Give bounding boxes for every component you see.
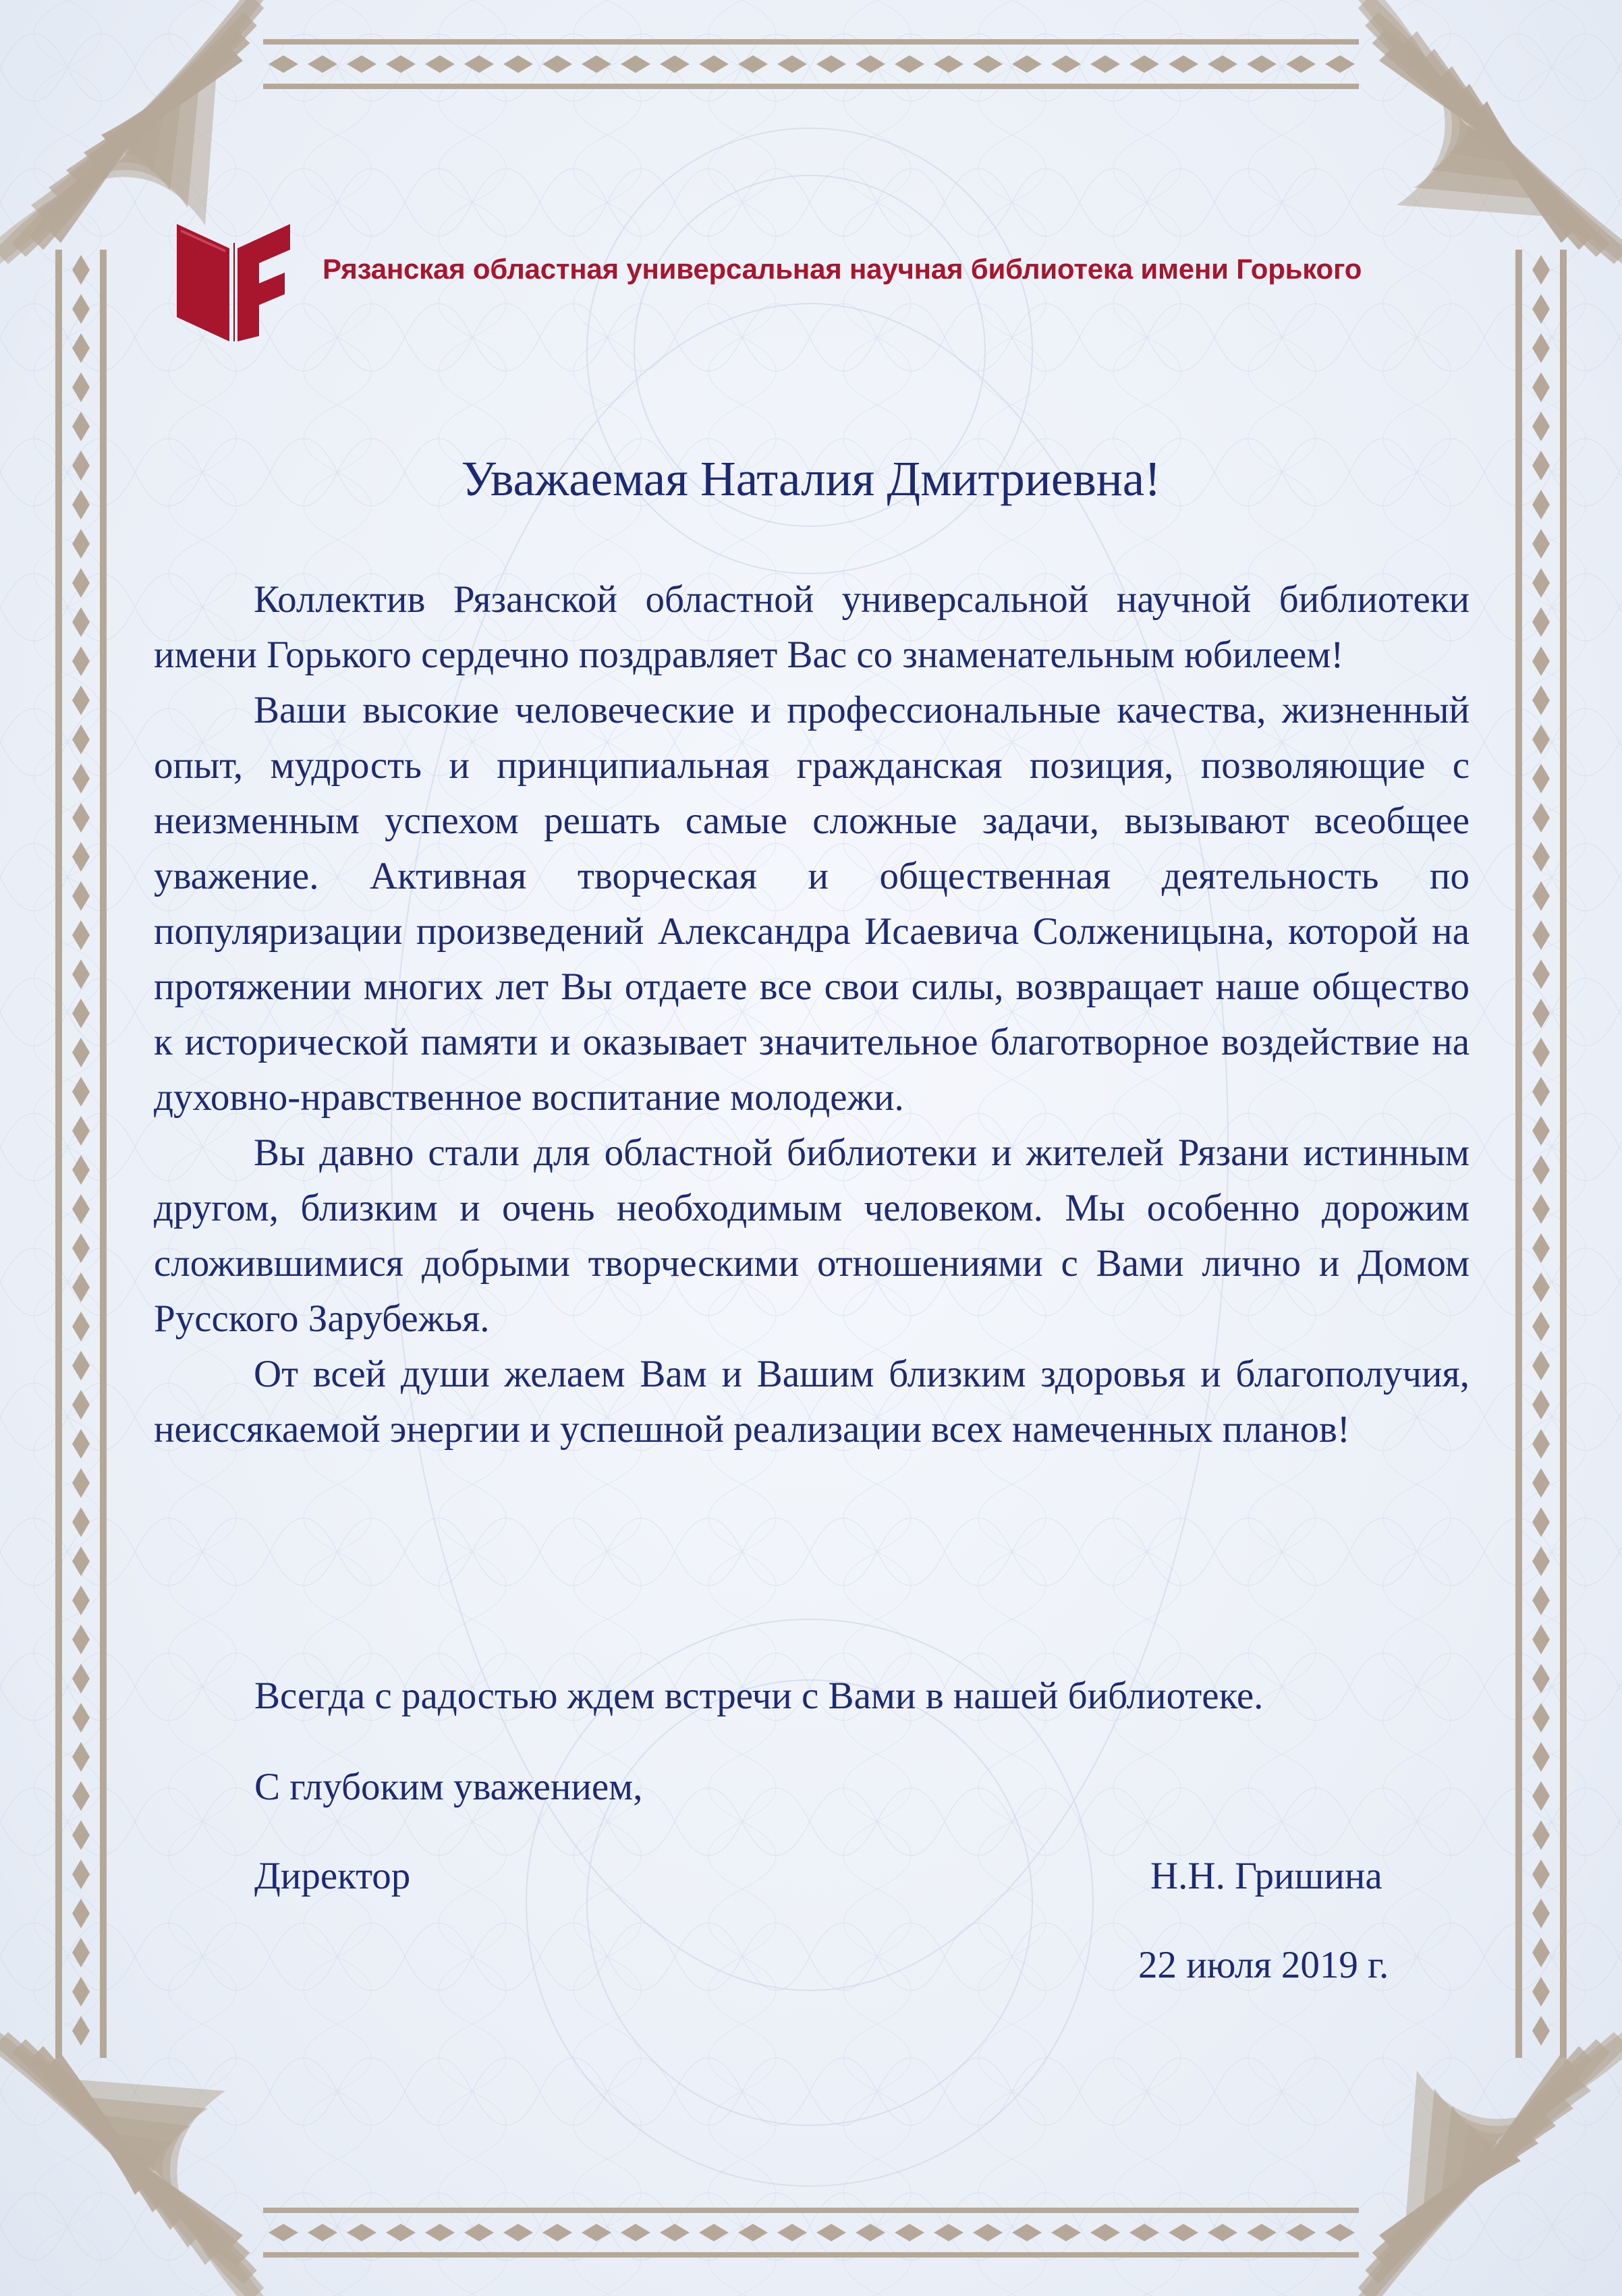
border-line (263, 84, 1359, 89)
regards-line: С глубоким уважением, (254, 1766, 643, 1808)
signatory-name: Н.Н. Гришина (1150, 1855, 1382, 1897)
paragraph-greeting: Коллектив Рязанской областной универсальной научной библиотеки имени Горького сердечно поздравляет Вас со знаменательным юбилеем! (154, 578, 1470, 676)
paragraph-wishes: От всей души желаем Вам и Вашим близким здоровья и благополучия, неиссякаемой энергии и успешной реализации всех намеченных планов! (154, 1353, 1470, 1451)
border-line (263, 2208, 1359, 2213)
border-line (263, 2252, 1359, 2258)
border-line (263, 39, 1359, 45)
closing-line: Всегда с радостью ждем встречи с Вами в нашей библиотеке. (254, 1675, 1264, 1717)
letter-body (154, 572, 1470, 1457)
library-logo-icon (177, 209, 290, 341)
organization-name: Рязанская областная универсальная научная библиотека имени Горького (323, 253, 1362, 285)
paragraph-qualities: Ваши высокие человеческие и профессиональные качества, жизненный опыт, мудрость и принципиальная гражданская позиция, позволяющие с неизменным успехом решать самые сложные задачи, вызывают всеобщее уважение. Активная творческая и общественная деятельность по популяризации произведений Александра Исаевича Солженицына, которой на протяжении многих лет Вы отдаете все свои силы, возвращает наше общество к исторической памяти и оказывает значительное благотворное воздействие на духовно-нравственное воспитание молодежи. (154, 689, 1470, 1119)
border-line (1560, 250, 1567, 2058)
salutation: Уважаемая Наталия Дмитриевна! (461, 451, 1161, 506)
border-line (1515, 250, 1522, 2058)
border-line (100, 250, 107, 2058)
letter-date: 22 июля 2019 г. (1138, 1944, 1389, 1986)
signatory-position: Директор (254, 1855, 411, 1897)
paragraph-friendship: Вы давно стали для областной библиотеки и жителей Рязани истинным другом, близким и очень необходимым человеком. Мы особенно дорожим сложившимися добрыми творческими отношениями с Вами лично и Домом Русского Зарубежья. (154, 1131, 1470, 1340)
border-line (55, 250, 62, 2058)
